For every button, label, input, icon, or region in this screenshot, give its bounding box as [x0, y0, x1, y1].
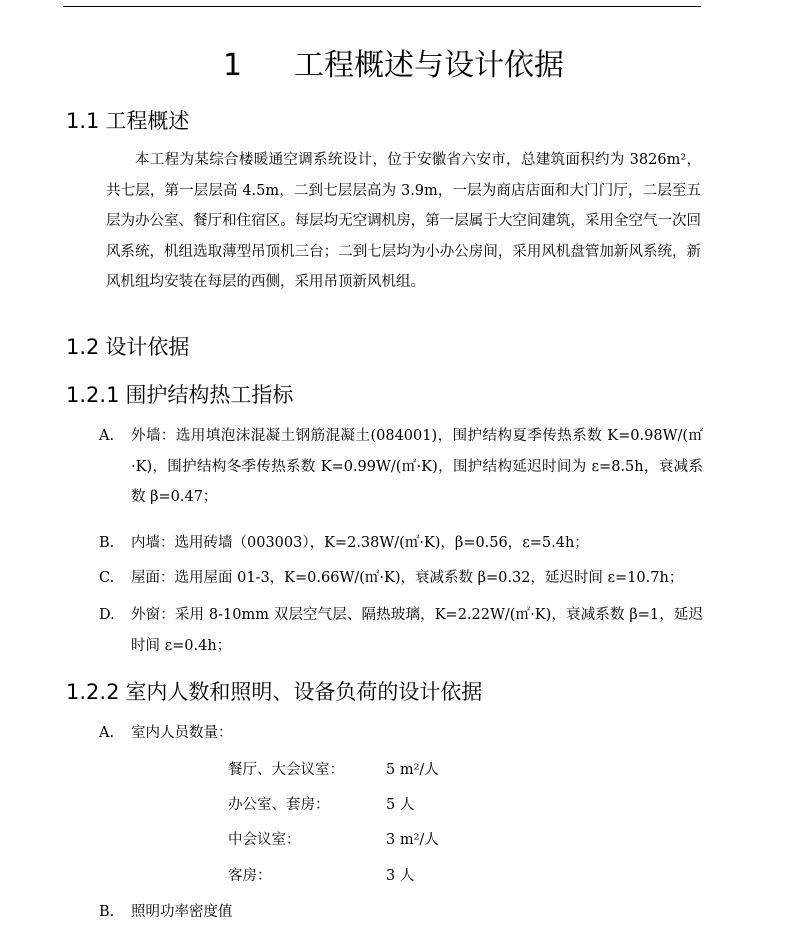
header-rule — [63, 6, 701, 7]
section-1-2-2-title: 室内人数和照明、设备负荷的设计依据 — [125, 680, 483, 704]
occupancy-value: 3 m²/人 — [386, 832, 439, 848]
section-1-2-1-heading — [66, 380, 293, 410]
occupancy-item — [99, 718, 703, 749]
occupancy-room: 中会议室： — [228, 832, 301, 848]
section-1-2-2-heading — [66, 677, 482, 707]
chapter-number: 1 — [222, 48, 243, 83]
overview-paragraph: 本工程为某综合楼暖通空调系统设计，位于安徽省六安市，总建筑面积约为 3826m²，共七层，第一层层高 4.5m，二到七层层高为 3.9m，一层为商店店面和大门门厅，二层至五层为办公室、餐厅和住宿区。每层均无空调机房，第一层属于大空间建筑，采用全空气一次回风系统，机组选取薄型吊顶机三台；二到七层均为小办公房间，采用风机盘管加新风系统，新风机组均安装在每层的西侧，采用吊顶新风机组。 — [106, 152, 701, 290]
item-label: C. — [99, 570, 115, 586]
section-1-2-title: 设计依据 — [105, 335, 190, 359]
section-1-1-heading — [66, 106, 189, 136]
occupancy-value: 5 m²/人 — [386, 762, 439, 778]
occupancy-room: 办公室、套房： — [228, 797, 330, 813]
section-1-2-heading — [66, 332, 189, 362]
occupancy-room: 餐厅、大会议室： — [228, 762, 344, 778]
envelope-item-d — [99, 600, 703, 661]
section-1-1-number: 1.1 — [66, 109, 100, 133]
item-label: A. — [99, 725, 115, 741]
envelope-item-c — [99, 563, 703, 594]
item-label: A. — [99, 428, 115, 444]
chapter-title — [0, 44, 787, 88]
section-1-2-2-number: 1.2.2 — [66, 680, 120, 704]
occupancy-title: 室内人员数量： — [131, 725, 233, 741]
item-label: B. — [99, 535, 115, 551]
section-1-2-1-number: 1.2.1 — [66, 383, 120, 407]
section-1-1-title: 工程概述 — [105, 109, 190, 133]
section-1-2-1-title: 围护结构热工指标 — [125, 383, 294, 407]
item-label: D. — [99, 607, 115, 623]
envelope-item-a — [99, 421, 703, 513]
envelope-item-b — [99, 528, 703, 559]
occupancy-value: 5 人 — [386, 797, 415, 813]
item-text: 外墙：选用填泡沫混凝土钢筋混凝土(084001)，围护结构夏季传热系数 K=0.98W/(㎡·K)，围护结构冬季传热系数 K=0.99W/(㎡·K)，围护结构延迟时间为 ε=8.5h，衰减系数 β=0.47； — [131, 428, 703, 505]
occupancy-room: 客房： — [228, 868, 272, 884]
item-text: 内墙：选用砖墙（003003），K=2.38W/(㎡·K)，β=0.56，ε=5.4h； — [131, 535, 589, 551]
occupancy-value: 3 人 — [386, 868, 415, 884]
item-text: 屋面：选用屋面 01-3，K=0.66W/(㎡·K)，衰减系数 β=0.32，延迟时间 ε=10.7h； — [131, 570, 684, 586]
item-text: 外窗：采用 8-10mm 双层空气层、隔热玻璃，K=2.22W/(㎡·K)，衰减系数 β=1，延迟时间 ε=0.4h； — [131, 607, 703, 654]
section-1-2-number: 1.2 — [66, 335, 100, 359]
item-label: B. — [99, 904, 115, 920]
lighting-item — [99, 897, 703, 928]
lighting-title: 照明功率密度值 — [131, 904, 233, 920]
chapter-title-text: 工程概述与设计依据 — [294, 48, 565, 83]
